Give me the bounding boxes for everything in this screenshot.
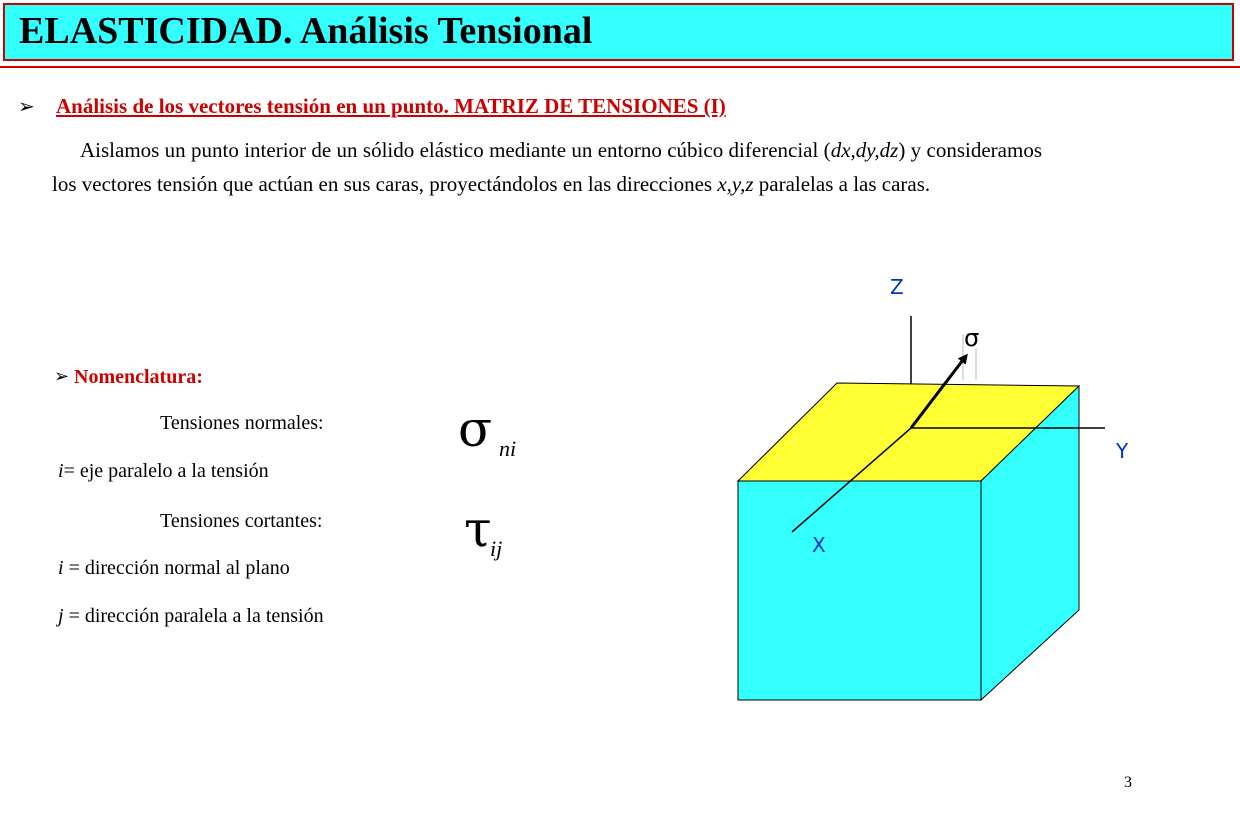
intro-paragraph	[52, 133, 1042, 201]
shear-i-definition: i = dirección normal al plano	[58, 557, 290, 579]
title-divider	[0, 66, 1240, 68]
cube-front-face	[738, 481, 981, 700]
shear-j-definition: j = dirección paralela a la tensión	[58, 605, 324, 627]
title-bar	[3, 3, 1234, 61]
nomenclature-heading: Nomenclatura:	[74, 366, 203, 388]
axis-label-y: Y	[1116, 439, 1129, 463]
intro-text-3: paralelas a las caras.	[753, 172, 931, 196]
sigma-symbol: σ	[458, 400, 493, 458]
normal-i-definition: i= eje paralelo a la tensión	[58, 460, 269, 482]
intro-axes: x,y,z	[717, 172, 754, 196]
axis-label-z: Z	[890, 275, 904, 299]
page-number: 3	[1124, 774, 1132, 791]
shear-stress-label: Tensiones cortantes:	[160, 510, 323, 532]
intro-dims: dx,dy,dz	[830, 138, 899, 162]
normal-stress-label: Tensiones normales:	[160, 412, 324, 434]
sigma-subscript: ni	[499, 436, 517, 461]
intro-text-1: Aislamos un punto interior de un sólido elástico mediante un entorno cúbico diferencial (	[80, 138, 831, 162]
arrow-bullet-icon: ➢	[18, 94, 35, 118]
sigma-label: σ	[964, 324, 980, 352]
i-variable: i	[58, 557, 64, 579]
j-variable: j	[58, 605, 64, 627]
i-variable: i	[58, 460, 64, 482]
axis-label-x: X	[812, 533, 826, 557]
tau-symbol: τ	[464, 500, 492, 558]
section-heading: Análisis de los vectores tensión en un punto. MATRIZ DE TENSIONES (I)	[56, 94, 726, 118]
slide-title: ELASTICIDAD. Análisis Tensional	[19, 10, 593, 52]
stress-cube-diagram	[720, 268, 1150, 713]
arrow-bullet-icon: ➢	[54, 366, 70, 387]
tau-subscript: ij	[490, 536, 503, 561]
intro-text-2: ) y consideramos los vectores tensión que actúan en sus caras, proyectándolos en las direcciones	[52, 138, 1043, 196]
